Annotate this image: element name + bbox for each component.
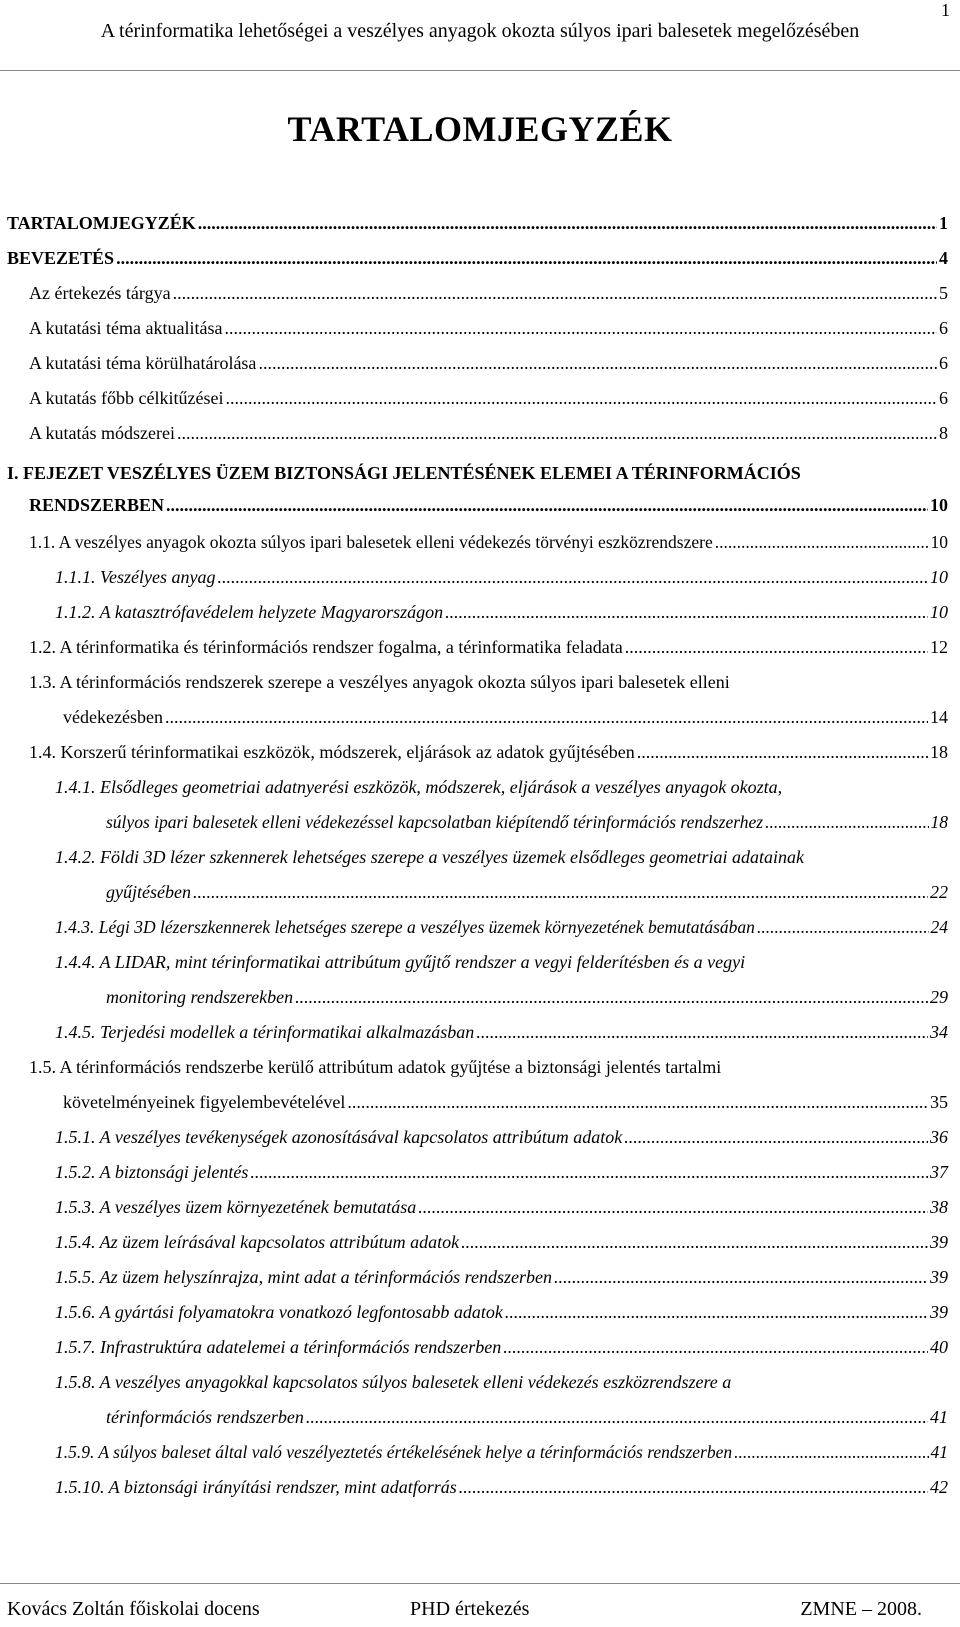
toc-entry-page: 40 — [930, 1337, 948, 1357]
toc-entry-first-line: 1.5.8. A veszélyes anyagokkal kapcsolatos súlyos balesetek elleni védekezés eszközrendszere a — [55, 1372, 732, 1392]
toc-entry-page: 41 — [930, 1442, 948, 1462]
toc-entry-page: 10 — [930, 602, 948, 622]
toc-entry-page: 38 — [930, 1197, 948, 1217]
toc-entry-page: 22 — [930, 882, 948, 902]
toc-entry[interactable] — [55, 1022, 948, 1043]
toc-entry-page: 6 — [939, 318, 948, 338]
toc-entry-text: A kutatási téma körülhatárolása — [29, 353, 257, 373]
toc-entry-first-line: 1.5. A térinformációs rendszerbe kerülő attribútum adatok gyűjtése a biztonsági jelentés tartalmi — [29, 1057, 722, 1077]
footer-institution: ZMNE – 2008. — [800, 1598, 922, 1620]
toc-entry-page: 8 — [939, 423, 948, 443]
toc-entry[interactable] — [29, 637, 948, 658]
toc-entry-text: 1.5.5. Az üzem helyszínrajza, mint adat a térinformációs rendszerben — [55, 1267, 552, 1287]
toc-entry-page: 6 — [939, 353, 948, 373]
toc-entry-page: 1 — [939, 213, 948, 233]
toc-entry-page: 39 — [930, 1302, 948, 1322]
toc-entry[interactable] — [55, 917, 948, 938]
toc-entry-text: 1.5.4. Az üzem leírásával kapcsolatos attribútum adatok — [55, 1232, 460, 1252]
toc-entry-text: 1.4.5. Terjedési modellek a térinformatikai alkalmazásban — [55, 1022, 475, 1042]
toc-entry-first-line: 1.4.4. A LIDAR, mint térinformatikai attribútum gyűjtő rendszer a vegyi felderítésben és a vegyi — [55, 952, 746, 972]
toc-entry-text: 1.5.7. Infrastruktúra adatelemei a térinformációs rendszerben — [55, 1337, 502, 1357]
toc-entry-text: védekezésben — [63, 707, 163, 727]
toc-entry[interactable] — [29, 532, 948, 553]
toc-entry-page: 37 — [930, 1162, 948, 1182]
toc-entry-page: 10 — [930, 532, 948, 552]
toc-entry-page: 42 — [930, 1477, 948, 1497]
toc-entry-page: 39 — [930, 1267, 948, 1287]
toc-entry[interactable] — [63, 1092, 948, 1113]
toc-entry-page: 39 — [930, 1232, 948, 1252]
toc-entry-text: A kutatás módszerei — [29, 423, 175, 443]
toc-entry-text: 1.5.9. A súlyos baleset által való veszélyeztetés értékelésének helye a térinformációs rendszerben — [55, 1442, 733, 1462]
toc-entry-page: 10 — [930, 495, 948, 515]
toc-entry-text: RENDSZERBEN — [29, 495, 165, 515]
toc-entry-page: 18 — [930, 742, 948, 762]
toc-entry[interactable] — [55, 1302, 948, 1323]
toc-entry-page: 18 — [930, 812, 948, 832]
toc-entry-first-line: I. FEJEZET VESZÉLYES ÜZEM BIZTONSÁGI JELENTÉSÉNEK ELEMEI A TÉRINFORMÁCIÓS — [7, 463, 801, 483]
toc-entry-page: 5 — [939, 283, 948, 303]
toc-entry[interactable] — [55, 1442, 948, 1463]
toc-entry-page: 6 — [939, 388, 948, 408]
toc-entry-text: térinformációs rendszerben — [106, 1407, 304, 1427]
toc-entry[interactable] — [29, 423, 948, 444]
page-number: 1 — [941, 0, 950, 20]
toc-entry-text: BEVEZETÉS — [7, 248, 115, 268]
toc-entry[interactable] — [29, 495, 948, 516]
toc-entry-text: Az értekezés tárgya — [29, 283, 171, 303]
toc-entry[interactable] — [106, 987, 948, 1008]
toc-entry[interactable] — [106, 812, 948, 833]
toc-entry-text: súlyos ipari balesetek elleni védekezéssel kapcsolatban kiépítendő térinformációs rendszerhez — [106, 812, 764, 832]
toc-entry-page: 14 — [930, 707, 948, 727]
toc-entry[interactable] — [106, 882, 948, 903]
toc-entry-text: 1.5.6. A gyártási folyamatokra vonatkozó legfontosabb adatok — [55, 1302, 503, 1322]
toc-entry[interactable] — [55, 1337, 948, 1358]
toc-entry[interactable] — [29, 353, 948, 374]
toc-entry[interactable] — [55, 1267, 948, 1288]
toc-entry[interactable] — [63, 707, 948, 728]
toc-entry-text: gyűjtésében — [106, 882, 191, 902]
running-header: A térinformatika lehetőségei a veszélyes anyagok okozta súlyos ipari balesetek megelőzésében — [100, 20, 860, 42]
toc-entry-text: 1.5.10. A biztonsági irányítási rendszer, mint adatforrás — [55, 1477, 457, 1497]
toc-entry[interactable] — [7, 248, 948, 269]
toc-entry[interactable] — [29, 388, 948, 409]
toc-entry[interactable] — [55, 1232, 948, 1253]
toc-entry[interactable] — [106, 1407, 948, 1428]
toc-entry-text: 1.5.1. A veszélyes tevékenységek azonosításával kapcsolatos attribútum adatok — [55, 1127, 623, 1147]
toc-entry-text: A kutatási téma aktualitása — [29, 318, 223, 338]
toc-entry-text: 1.1.2. A katasztrófavédelem helyzete Magyarországon — [55, 602, 444, 622]
toc-entry-page: 24 — [930, 917, 948, 937]
toc-entry-first-line: 1.4.1. Elsődleges geometriai adatnyerési eszközök, módszerek, eljárások a veszélyes anyagok okozta, — [55, 777, 783, 797]
toc-entry-text: 1.2. A térinformatika és térinformációs rendszer fogalma, a térinformatika feladata — [29, 637, 623, 657]
toc-entry-page: 29 — [930, 987, 948, 1007]
toc-entry[interactable] — [29, 318, 948, 339]
toc-entry[interactable] — [55, 1197, 948, 1218]
toc-entry-text: 1.5.2. A biztonsági jelentés — [55, 1162, 249, 1182]
toc-entry-text: 1.1. A veszélyes anyagok okozta súlyos ipari balesetek elleni védekezés törvényi eszközrendszere — [29, 532, 713, 552]
toc-entry-text: 1.4.3. Légi 3D lézerszkennerek lehetséges szerepe a veszélyes üzemek környezetének bemutatásában — [55, 917, 755, 937]
toc-entry-first-line: 1.4.2. Földi 3D lézer szkennerek lehetséges szerepe a veszélyes üzemek elsődleges geometriai adatainak — [55, 847, 804, 867]
toc-entry-text: monitoring rendszerekben — [106, 987, 294, 1007]
toc-entry[interactable] — [55, 567, 948, 588]
footer-author: Kovács Zoltán főiskolai docens — [7, 1598, 260, 1620]
toc-entry-page: 10 — [930, 567, 948, 587]
toc-entry-page: 36 — [930, 1127, 948, 1147]
toc-entry-text: A kutatás főbb célkitűzései — [29, 388, 224, 408]
toc-entry-page: 41 — [930, 1407, 948, 1427]
toc-entry[interactable] — [55, 1127, 948, 1148]
toc-entry-page: 12 — [930, 637, 948, 657]
toc-entry-page: 35 — [930, 1092, 948, 1112]
toc-entry-page: 34 — [930, 1022, 948, 1042]
toc-entry-text: TARTALOMJEGYZÉK — [7, 213, 196, 233]
toc-entry[interactable] — [29, 283, 948, 304]
toc-entry-text: 1.4. Korszerű térinformatikai eszközök, módszerek, eljárások az adatok gyűjtésében — [29, 742, 635, 762]
toc-entry[interactable] — [7, 213, 948, 234]
toc-entry-text: követelményeinek figyelembevételével — [63, 1092, 346, 1112]
toc-entry-text: 1.1.1. Veszélyes anyag — [55, 567, 216, 587]
toc-entry[interactable] — [55, 602, 948, 623]
footer-rule — [0, 1583, 960, 1584]
toc-entry[interactable] — [29, 742, 948, 763]
toc-entry-text: 1.5.3. A veszélyes üzem környezetének bemutatása — [55, 1197, 417, 1217]
toc-entry[interactable] — [55, 1162, 948, 1183]
page-title: TARTALOMJEGYZÉK — [287, 109, 673, 149]
toc-entry-first-line: 1.3. A térinformációs rendszerek szerepe a veszélyes anyagok okozta súlyos ipari balesetek elleni — [29, 672, 730, 692]
toc-entry[interactable] — [55, 1477, 948, 1498]
footer-document-type: PHD értekezés — [410, 1598, 530, 1620]
toc-entry-page: 4 — [939, 248, 948, 268]
